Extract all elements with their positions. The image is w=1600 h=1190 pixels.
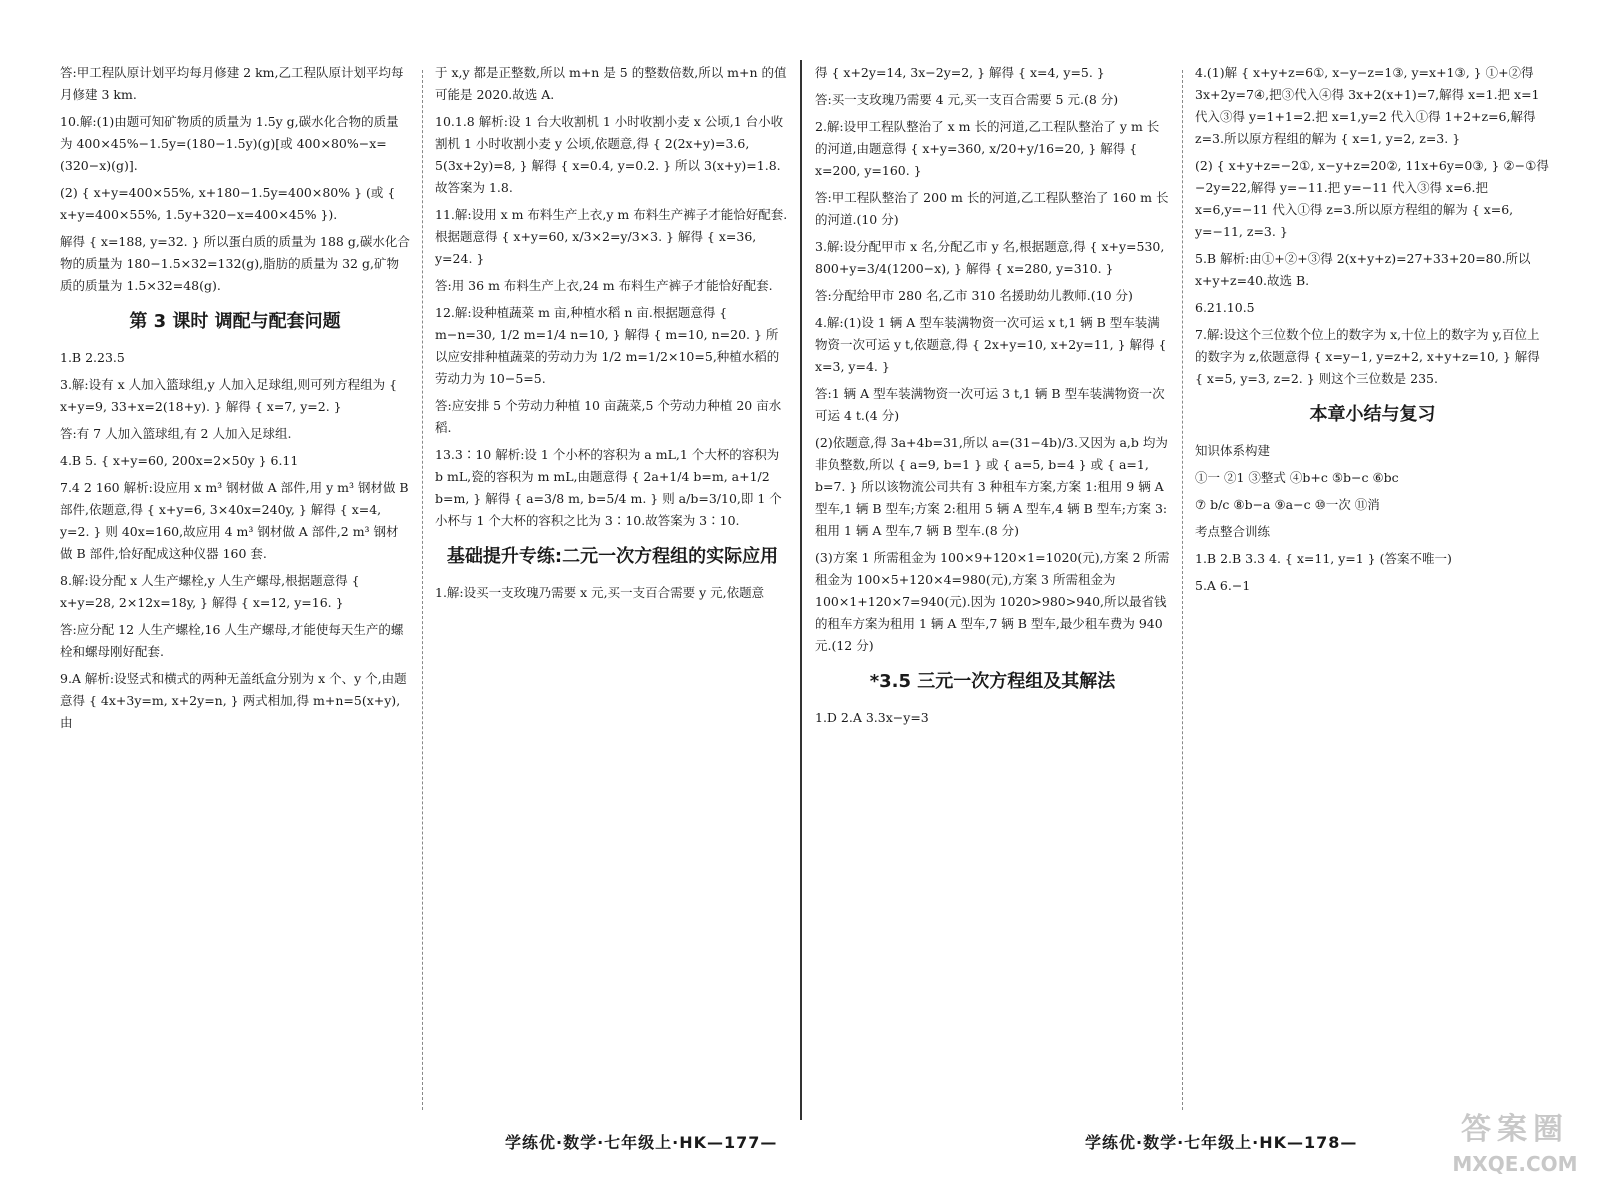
answer-line: 知识体系构建 [1195,443,1271,458]
answer-line: 答:应分配 12 人生产螺栓,16 人生产螺母,才能使每天生产的螺栓和螺母刚好配套. [60,622,404,659]
answer-line: 13.3∶10 解析:设 1 个小杯的容积为 a mL,1 个大杯的容积为 b mL,瓷的容积为 m mL,由题意得 { 2a+1/4 b=m, a+1/2 b=m, } 解得 { a=3/8 m, b=5/4 m. } 则 a/b=3/10,即 1 个小杯与 1 个大杯的容积之比为 3∶10.故答案为 3∶10. [435,447,784,528]
answer-line: ⑦ b/c ⑧b−a ⑨a−c ⑩一次 ⑪消 [1195,497,1380,512]
answer-line: 7.解:设这个三位数个位上的数字为 x,十位上的数字为 y,百位上的数字为 z,依题意得 { x=y−1, y=z+2, x+y+z=10, } 解得 { x=5, y=3, z=2. } 则这个三位数是 235. [1195,327,1544,386]
answer-line: 11.解:设用 x m 布料生产上衣,y m 布料生产裤子才能恰好配套.根据题意得 { x+y=60, x/3×2=y/3×3. } 解得 { x=36, y=24. } [435,207,788,266]
column-1 [60,62,413,1120]
column-4 [1195,62,1550,1120]
answer-line: 1.B 2.B 3.3 4. { x=11, y=1 } (答案不唯一) [1195,551,1452,566]
answer-line: 答:分配给甲市 280 名,乙市 310 名援助幼儿教师.(10 分) [815,288,1133,303]
page-footer-left: 学练优·数学·七年级上·HK—177— [505,1133,778,1152]
answer-line: (2) { x+y+z=−2①, x−y+z=20②, 11x+6y=0③, } ②−①得−2y=22,解得 y=−11.把 y=−11 代入③得 x=6.把 x=6,y=−11 代入①得 z=3.所以原方程组的解为 { x=6, y=−11, z=3. } [1195,158,1549,239]
answer-line: 答:1 辆 A 型车装满物资一次可运 3 t,1 辆 B 型车装满物资一次可运 4 t.(4 分) [815,386,1165,423]
answer-line: 7.4 2 160 解析:设应用 x m³ 钢材做 A 部件,用 y m³ 钢材做 B 部件,依题意,得 { x+y=6, 3×40x=240y, } 解得 { x=4, y=2. } 则 40x=160,故应用 4 m³ 钢材做 A 部件,2 m³ 钢材做 B 部件,恰好配成这种仪器 160 套. [60,480,413,561]
answer-line: 于 x,y 都是正整数,所以 m+n 是 5 的整数倍数,所以 m+n 的值可能是 2020.故选 A. [435,65,787,102]
answer-line: 考点整合训练 [1195,524,1271,539]
answer-line: 4.解:(1)设 1 辆 A 型车装满物资一次可运 x t,1 辆 B 型车装满物资一次可运 y t,依题意,得 { 2x+y=10, x+2y=11, } 解得 { x=3, y=4. } [815,315,1171,374]
section-heading: 基础提升专练:二元一次方程组的实际应用 [446,546,779,567]
answer-line: 答:甲工程队原计划平均每月修建 2 km,乙工程队原计划平均每月修建 3 km. [60,65,404,102]
answer-line: 10.解:(1)由题可知矿物质的质量为 1.5y g,碳水化合物的质量为 400×45%−1.5y=(180−1.5y)(g)[或 400×80%−x=(320−x)(g)]. [60,114,399,173]
column-divider [422,70,423,1110]
answer-line: 答:有 7 人加入篮球组,有 2 人加入足球组. [60,426,292,441]
answer-line: 4.B 5. { x+y=60, 200x=2×50y } 6.11 [60,453,299,468]
page-fold-divider [800,60,802,1120]
column-2 [435,62,790,1120]
answer-line: 8.解:设分配 x 人生产螺栓,y 人生产螺母,根据题意得 { x+y=28, 2×12x=18y, } 解得 { x=12, y=16. } [60,573,364,610]
answer-line: 9.A 解析:设竖式和横式的两种无盖纸盒分别为 x 个、y 个,由题意得 { 4x+3y=m, x+2y=n, } 两式相加,得 m+n=5(x+y),由 [60,671,407,730]
answer-line: 5.B 解析:由①+②+③得 2(x+y+z)=27+33+20=80.所以 x+y+z=40.故选 B. [1195,251,1535,288]
answer-line: 12.解:设种植蔬菜 m 亩,种植水稻 n 亩.根据题意得 { m−n=30, 1/2 m=1/4 n=10, } 解得 { m=10, n=20. } 所以应安排种植蔬菜的劳动力为 1/2 m=1/2×10=5,种植水稻的劳动力为 10−5=5. [435,305,780,386]
answer-line: 答:甲工程队整治了 200 m 长的河道,乙工程队整治了 160 m 长的河道.(10 分) [815,190,1169,227]
answer-line: 10.1.8 解析:设 1 台大收割机 1 小时收割小麦 x 公顷,1 台小收割机 1 小时收割小麦 y 公顷,依题意,得 { 2(2x+y)=3.6, 5(3x+2y)=8, } 解得 { x=0.4, y=0.2. } 所以 3(x+y)=1.8.故答案为 1.8. [435,114,784,195]
answer-line: 3.解:设有 x 人加入篮球组,y 人加入足球组,则可列方程组为 { x+y=9, 33+x=2(18+y). } 解得 { x=7, y=2. } [60,377,402,414]
page-footer-right: 学练优·数学·七年级上·HK—178— [1085,1133,1358,1152]
answer-line: ①一 ②1 ③整式 ④b+c ⑤b−c ⑥bc [1195,470,1399,485]
answer-line: 答:用 36 m 布料生产上衣,24 m 布料生产裤子才能恰好配套. [435,278,773,293]
answer-line: 3.解:设分配甲市 x 名,分配乙市 y 名,根据题意,得 { x+y=530, 800+y=3/4(1200−x), } 解得 { x=280, y=310. } [815,239,1169,276]
answer-line: 解得 { x=188, y=32. } 所以蛋白质的质量为 188 g,碳水化合物的质量为 180−1.5×32=132(g),脂肪的质量为 32 g,矿物质的质量为 1.5×32=48(g). [60,234,410,293]
answer-line: 1.B 2.23.5 [60,350,125,365]
answer-line: 4.(1)解 { x+y+z=6①, x−y−z=1③, y=x+1③, } ①+②得 3x+2y=7④,把③代入④得 3x+2(x+1)=7,解得 x=1.把 x=1 代入③得 y=1+1=2.把 x=1,y=2 代入①得 1+2+z=6,解得 z=3.所以原方程组的解为 { x=1, y=2, z=3. } [1195,65,1544,146]
answer-line: 答:应安排 5 个劳动力种植 10 亩蔬菜,5 个劳动力种植 20 亩水稻. [435,398,782,435]
answer-line: (2) { x+y=400×55%, x+180−1.5y=400×80% } (或 { x+y=400×55%, 1.5y+320−x=400×45% }). [60,185,400,222]
answer-line: (2)依题意,得 3a+4b=31,所以 a=(31−4b)/3.又因为 a,b 均为非负整数,所以 { a=9, b=1 } 或 { a=5, b=4 } 或 { a=1, b=7. } 所以该物流公司共有 3 种租车方案,方案 1:租用 9 辆 A 型车,1 辆 B 型车;方案 2:租用 5 辆 A 型车,4 辆 B 型车;方案 3:租用 1 辆 A 型车,7 辆 B 型车.(8 分) [815,435,1168,538]
column-divider [1182,70,1183,1110]
answer-line: 5.A 6.−1 [1195,578,1251,593]
watermark-logo [1440,1108,1590,1188]
answer-line: 答:买一支玫瑰乃需要 4 元,买一支百合需要 5 元.(8 分) [815,92,1119,107]
answer-line: 6.21.10.5 [1195,300,1255,315]
answer-line: 1.D 2.A 3.3x−y=3 [815,710,929,725]
section-heading: 第 3 课时 调配与配套问题 [129,311,341,332]
answer-line: 2.解:设甲工程队整治了 x m 长的河道,乙工程队整治了 y m 长的河道,由题意得 { x+y=360, x/20+y/16=20, } 解得 { x=200, y=160. } [815,119,1160,178]
answer-line: 得 { x+2y=14, 3x−2y=2, } 解得 { x=4, y=5. } [815,65,1105,80]
answer-line: 1.解:设买一支玫瑰乃需要 x 元,买一支百合需要 y 元,依题意 [435,585,765,600]
watermark-logo-text: 答案圈 [1461,1112,1569,1147]
section-heading: *3.5 三元一次方程组及其解法 [869,671,1116,692]
column-3 [815,62,1170,1120]
answer-line: (3)方案 1 所需租金为 100×9+120×1=1020(元),方案 2 所需租金为 100×5+120×4=980(元),方案 3 所需租金为 100×1+120×7=940(元).因为 1020>980>940,所以最省钱的租车方案为租用 1 辆 A 型车,7 辆 B 型车,最少租车费为 940 元.(12 分) [815,550,1170,653]
watermark-logo-url: MXQE.COM [1452,1152,1578,1176]
section-heading: 本章小结与复习 [1309,404,1436,425]
